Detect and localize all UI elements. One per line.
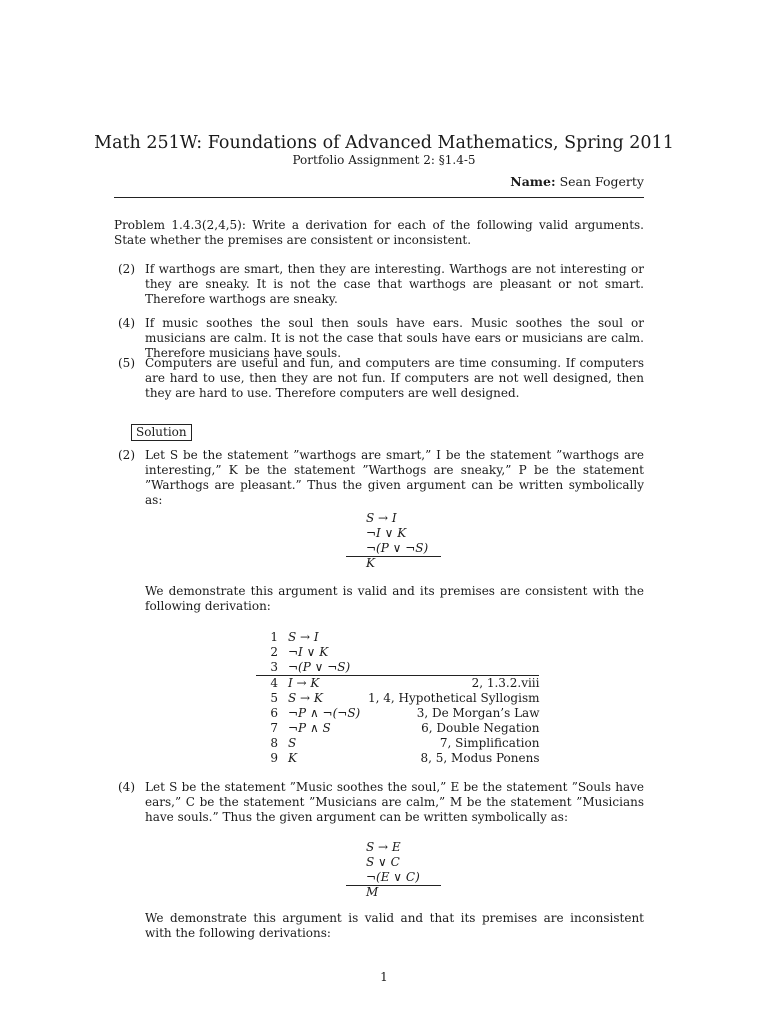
document-title: Math 251W: Foundations of Advanced Mathematics, Spring 2011	[94, 133, 674, 153]
derivation-row: 1 S → I	[270, 630, 319, 644]
solution-intro: Let S be the statement ”Music soothes the soul,” E be the statement ”Souls have ears,” C be the statement ”Musicians are calm,” M be the statement ”Musicians have souls.” Thus the given argument can be written symbolically as:	[145, 780, 644, 824]
item-number: (4)	[118, 780, 135, 794]
header-rule	[114, 197, 644, 198]
argument-form-4	[366, 840, 420, 900]
derivation-row: 4 I → K 2, 1.3.2.viii	[256, 676, 539, 692]
item-text: Computers are useful and fun, and computers are time consuming. If computers are hard to use, then they are not fun. If computers are not well designed, then they are hard to use. Therefore computers are well designed.	[145, 356, 644, 400]
derivation-row: 9 K 8, 5, Modus Ponens	[270, 751, 540, 765]
document-subtitle: Portfolio Assignment 2: §1.4-5	[292, 153, 476, 167]
argument-form-2	[366, 511, 428, 571]
name-label: Name:	[510, 174, 556, 189]
derivation-row: 6 ¬P ∧ ¬(¬S) 3, De Morgan’s Law	[270, 706, 540, 720]
conclusion-bar	[346, 885, 441, 886]
author-line	[510, 174, 644, 189]
premise: S → I	[366, 511, 397, 525]
premise: S ∨ C	[366, 855, 400, 869]
derivation-row: 2 ¬I ∨ K	[270, 645, 329, 659]
conclusion: M	[366, 885, 379, 899]
page-number: 1	[380, 970, 388, 984]
item-text: If music soothes the soul then souls have ears. Music soothes the soul or musicians are calm. It is not the case that souls have ears or musicians are calm. Therefore musicians have souls.	[145, 316, 644, 360]
derivation-table	[256, 630, 539, 766]
premise: ¬I ∨ K	[366, 526, 407, 540]
premise: ¬(P ∨ ¬S)	[366, 541, 429, 555]
problem-statement: Problem 1.4.3(2,4,5): Write a derivation for each of the following valid arguments. State whether the premises are consistent or inconsistent.	[114, 218, 644, 247]
solution-intro: Let S be the statement ”warthogs are smart,” I be the statement ”warthogs are interesting,” K be the statement ”Warthogs are sneaky,” P be the statement ”Warthogs are pleasant.” Thus the given argument can be written symbolically as:	[145, 448, 644, 507]
derivation-row: 3 ¬(P ∨ ¬S)	[270, 660, 351, 674]
derivation-row: 8 S 7, Simplification	[270, 736, 540, 750]
item-number: (2)	[118, 448, 135, 462]
demonstration-text: We demonstrate this argument is valid and its premises are consistent with the following derivation:	[145, 584, 644, 613]
item-text: If warthogs are smart, then they are interesting. Warthogs are not interesting or they are sneaky. It is not the case that warthogs are pleasant or not smart. Therefore warthogs are sneaky.	[145, 262, 644, 306]
item-number: (4)	[118, 316, 135, 330]
author-name: Sean Fogerty	[559, 174, 644, 189]
item-number: (2)	[118, 262, 135, 276]
premise: ¬(E ∨ C)	[366, 870, 420, 884]
conclusion: K	[366, 556, 375, 570]
solution-label: Solution	[131, 424, 192, 441]
derivation-row: 5 S → K 1, 4, Hypothetical Syllogism	[270, 691, 540, 705]
demonstration-text: We demonstrate this argument is valid and that its premises are inconsistent with the following derivations:	[145, 911, 644, 940]
derivation-row: 7 ¬P ∧ S 6, Double Negation	[270, 721, 540, 735]
premise: S → E	[366, 840, 401, 854]
conclusion-bar	[346, 556, 441, 557]
item-number: (5)	[118, 356, 135, 370]
